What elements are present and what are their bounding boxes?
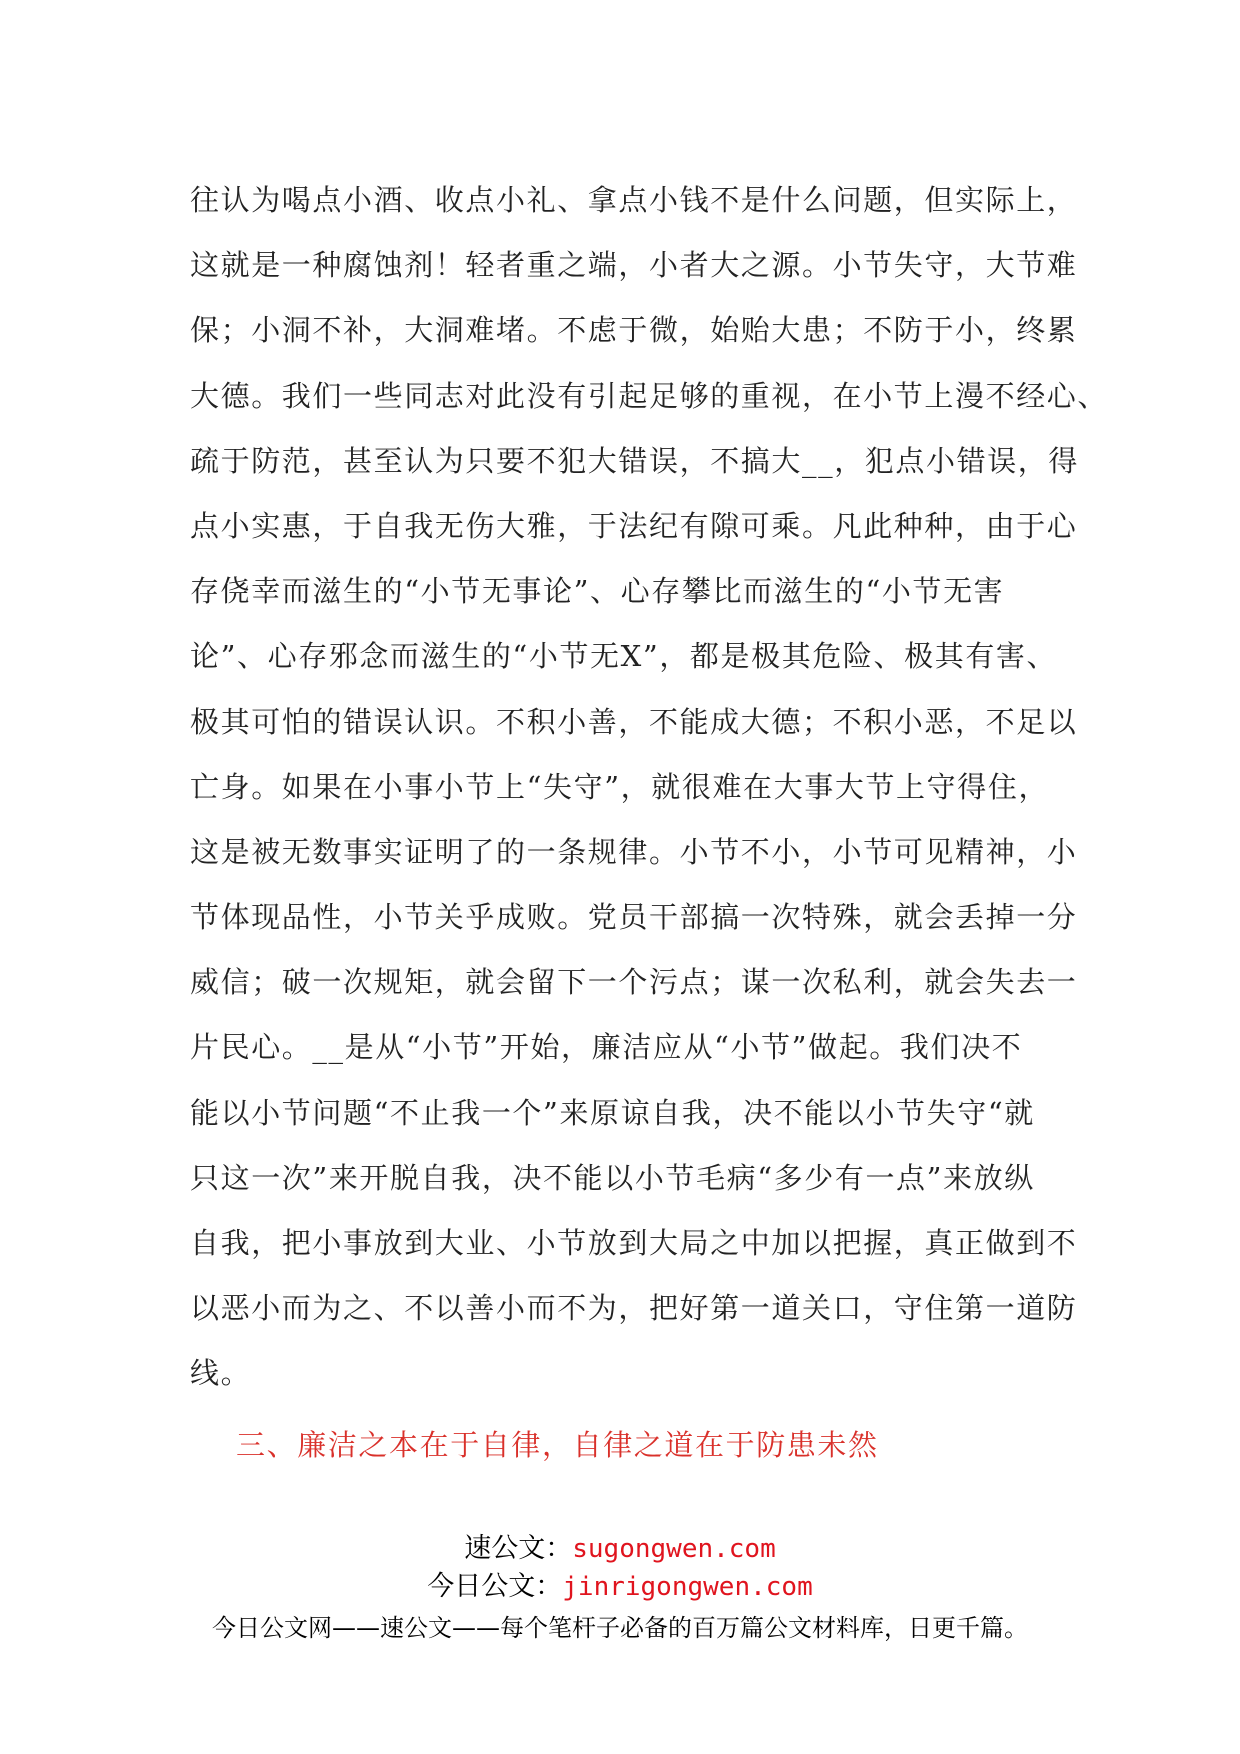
text-line: 保；小洞不补，大洞难堵。不虑于微，始贻大患；不防于小，终累 — [190, 313, 1078, 348]
text-line: 大德。我们一些同志对此没有引起足够的重视，在小节上漫不经心、 — [190, 378, 1109, 413]
text-line: 亡身。如果在小事小节上“失守”，就很难在大事大节上守得住， — [190, 769, 1050, 804]
text-line: 以恶小而为之、不以善小而不为，把好第一道关口，守住第一道防 — [190, 1291, 1078, 1326]
footer-label-sugongwen: 速公文： — [464, 1533, 573, 1564]
footer-label-jinrigongwen: 今日公文： — [427, 1571, 563, 1602]
text-line: 点小实惠，于自我无伤大雅，于法纪有隙可乘。凡此种种，由于心 — [190, 508, 1078, 543]
text-line: 往认为喝点小酒、收点小礼、拿点小钱不是什么问题，但实际上， — [190, 183, 1078, 217]
footer-tagline: 今日公文网——速公文——每个笔杆子必备的百万篇公文材料库，日更千篇。 — [212, 1614, 1028, 1642]
text-line: 论”、心存邪念而滋生的“小节无X”，都是极其危险、极其有害、 — [190, 639, 1058, 674]
footer-link-sugongwen[interactable]: sugongwen.com — [572, 1534, 776, 1564]
footer-line-sugongwen — [0, 1530, 1240, 1568]
text-line: 极其可怕的错误认识。不积小善，不能成大德；不积小恶，不足以 — [190, 704, 1078, 739]
text-line: 存侥幸而滋生的“小节无事论”、心存攀比而滋生的“小节无害 — [190, 574, 1005, 609]
text-line: 只这一次”来开脱自我，决不能以小节毛病“多少有一点”来放纵 — [190, 1160, 1035, 1195]
footer-link-jinrigongwen[interactable]: jinrigongwen.com — [562, 1572, 813, 1602]
footer-line-jinrigongwen — [0, 1568, 1240, 1606]
body-paragraph — [190, 168, 1109, 1407]
text-line: 线。 — [190, 1356, 252, 1391]
text-line: 疏于防范，甚至认为只要不犯大错误，不搞大__，犯点小错误，得 — [190, 443, 1080, 478]
section-heading: 三、廉洁之本在于自律，自律之道在于防患未然 — [236, 1428, 879, 1462]
text-line: 能以小节问题“不止我一个”来原谅自我，决不能以小节失守“就 — [190, 1095, 1035, 1130]
footer-watermark — [0, 1530, 1240, 1648]
text-line: 这就是一种腐蚀剂！轻者重之端，小者大之源。小节失守，大节难 — [190, 248, 1078, 283]
text-line: 节体现品性，小节关乎成败。党员干部搞一次特殊，就会丢掉一分 — [190, 900, 1078, 935]
text-line: 威信；破一次规矩，就会留下一个污点；谋一次私利，就会失去一 — [190, 965, 1078, 1000]
text-line: 这是被无数事实证明了的一条规律。小节不小，小节可见精神，小 — [190, 834, 1078, 869]
text-line: 自我，把小事放到大业、小节放到大局之中加以把握，真正做到不 — [190, 1226, 1078, 1260]
text-line: 片民心。__是从“小节”开始，廉洁应从“小节”做起。我们决不 — [190, 1030, 1023, 1065]
